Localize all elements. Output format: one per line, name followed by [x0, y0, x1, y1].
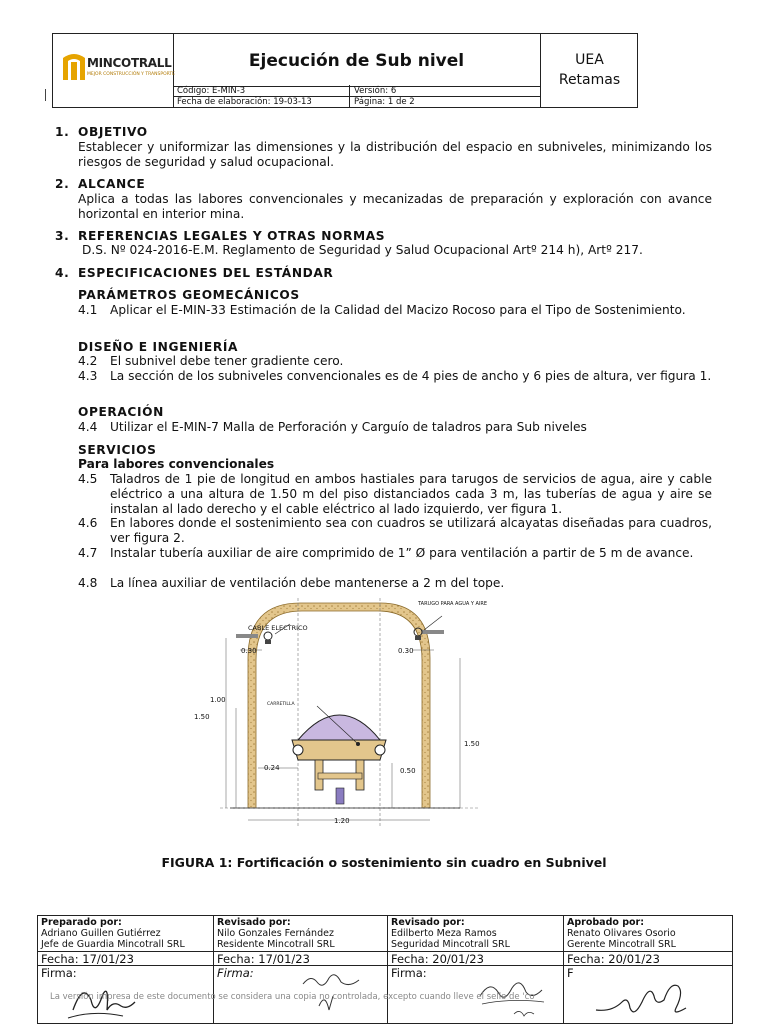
- carretilla-bowl: [298, 715, 380, 740]
- signature-2-icon: [299, 966, 369, 1016]
- figure-1-caption: FIGURA 1: Fortificación o sostenimiento sin cuadro en Subnivel: [161, 855, 607, 870]
- section-4-number: 4.: [55, 266, 70, 280]
- sig-position: Residente Mincotrall SRL: [217, 939, 335, 950]
- logo-name: MINCOTRALL: [87, 56, 172, 70]
- item-4-1-number: 4.1: [78, 303, 98, 317]
- signature-col-approved: [564, 916, 732, 1023]
- sig-role: Revisado por:: [217, 917, 291, 928]
- figure-1-tunnel-diagram: [180, 598, 540, 828]
- sig-firma-label: Firma:: [217, 966, 254, 980]
- sig-date: Fecha: 20/01/23: [567, 952, 660, 966]
- dim-0-50: 0.50: [400, 767, 416, 775]
- item-4-8-text: La línea auxiliar de ventilación debe mantenerse a 2 m del tope.: [110, 576, 505, 590]
- meta-row-2: [173, 97, 540, 107]
- signature-col-reviewed-1: [214, 916, 388, 1023]
- section-2-text: Aplica a todas las labores convencionales y mecanizadas de preparación y exploración con avance horizontal en interior mina.: [78, 192, 712, 221]
- item-4-7-text: Instalar tubería auxiliar de aire comprimido de 1” Ø para ventilación a partir de 5 m de avance.: [110, 546, 694, 560]
- subheading-convencionales: Para labores convencionales: [78, 457, 275, 471]
- uncontrolled-copy-notice: La versión impresa de este documento se considera una copia no controlada, excepto cuando lleve el sello de 'co: [50, 992, 535, 1002]
- section-4-title: ESPECIFICACIONES DEL ESTÁNDAR: [78, 266, 334, 280]
- dim-0-30-right: 0.30: [398, 647, 414, 655]
- document-title: Ejecución de Sub nivel: [173, 34, 540, 87]
- document-header: [52, 33, 638, 108]
- item-4-1-text: Aplicar el E-MIN-33 Estimación de la Calidad del Macizo Rocoso para el Tipo de Sostenimiento.: [110, 303, 686, 317]
- sig-firma-label: Firma:: [41, 966, 77, 980]
- section-3-title: REFERENCIAS LEGALES Y OTRAS NORMAS: [78, 229, 386, 243]
- pagina: Página: 1 de 2: [354, 97, 415, 107]
- logo-cell: [53, 34, 174, 107]
- section-3-number: 3.: [55, 229, 70, 243]
- sig-firma-label: Firma:: [391, 966, 427, 980]
- item-4-8-number: 4.8: [78, 576, 98, 590]
- mincotrall-logo-icon: [61, 52, 87, 82]
- fecha-elaboracion: Fecha de elaboración: 19-03-13: [177, 97, 312, 107]
- dim-1-00: 1.00: [210, 696, 226, 704]
- sig-name: Adriano Guillen Gutiérrez: [41, 928, 161, 939]
- section-2-number: 2.: [55, 177, 70, 191]
- item-4-4-text: Utilizar el E-MIN-7 Malla de Perforación y Carguío de taladros para Sub niveles: [110, 420, 587, 434]
- item-4-3-text: La sección de los subniveles convencionales es de 4 pies de ancho y 6 pies de altura, ver figura 1.: [110, 369, 712, 383]
- section-3-text: D.S. Nº 024-2016-E.M. Reglamento de Seguridad y Salud Ocupacional Artº 214 h), Artº 217.: [82, 243, 643, 257]
- signature-table: [37, 915, 733, 1024]
- item-4-2-text: El subnivel debe tener gradiente cero.: [110, 354, 344, 368]
- section-2-title: ALCANCE: [78, 177, 146, 191]
- dim-1-20: 1.20: [334, 817, 350, 825]
- dim-1-50-right: 1.50: [464, 740, 480, 748]
- dim-0-30-left: 0.30: [241, 647, 257, 655]
- dim-0-24: 0.24: [264, 764, 280, 772]
- item-4-7-number: 4.7: [78, 546, 98, 560]
- sig-date: Fecha: 17/01/23: [41, 952, 134, 966]
- sig-name: Renato Olivares Osorio: [567, 928, 676, 939]
- signature-4-icon: [594, 972, 704, 1022]
- sig-name: Edilberto Meza Ramos: [391, 928, 497, 939]
- sig-date: Fecha: 17/01/23: [217, 952, 310, 966]
- item-4-3-number: 4.3: [78, 369, 98, 383]
- version: Versión: 6: [354, 86, 397, 96]
- item-4-4-number: 4.4: [78, 420, 98, 434]
- sig-firma-label: F: [567, 966, 574, 980]
- label-cable-electrico: CABLE ELECTRICO: [248, 624, 308, 632]
- item-4-6-text: En labores donde el sostenimiento sea con cuadros se utilizará alcayatas diseñadas para cuadros, ver figura 2.: [110, 516, 712, 545]
- section-1-number: 1.: [55, 125, 70, 139]
- label-tarugo: TARUGO PARA AGUA Y AIRE: [418, 601, 488, 607]
- subheading-operacion: OPERACIÓN: [78, 405, 164, 419]
- signature-col-prepared: [38, 916, 214, 1023]
- uea-cell: [540, 34, 638, 107]
- section-1-title: OBJETIVO: [78, 125, 148, 139]
- sig-role: Preparado por:: [41, 917, 122, 928]
- item-4-2-number: 4.2: [78, 354, 98, 368]
- logo-tagline: MEJOR CONSTRUCCIÓN Y TRANSPORTE: [87, 72, 175, 77]
- subheading-geomecanicos: PARÁMETROS GEOMECÁNICOS: [78, 288, 300, 302]
- sig-position: Seguridad Mincotrall SRL: [391, 939, 510, 950]
- sig-role: Revisado por:: [391, 917, 465, 928]
- sig-name: Nilo Gonzales Fernández: [217, 928, 334, 939]
- sig-role: Aprobado por:: [567, 917, 645, 928]
- subheading-diseno: DISEÑO E INGENIERÍA: [78, 340, 239, 354]
- item-4-5-text: Taladros de 1 pie de longitud en ambos hastiales para tarugos de servicios de agua, aire y cable eléctrico a una altura de 1.50 m del piso distanciados cada 3 m, las tuberías de agua y aire se instalan al lado derecho y el cable eléctrico al lado izquierdo, ver figura 1.: [110, 472, 712, 516]
- subheading-servicios: SERVICIOS: [78, 443, 157, 457]
- dim-1-50-left: 1.50: [194, 713, 210, 721]
- item-4-6-number: 4.6: [78, 516, 98, 530]
- sig-position: Gerente Mincotrall SRL: [567, 939, 676, 950]
- meta-row-1: [173, 86, 540, 97]
- label-carretilla: CARRETILLA: [267, 702, 295, 707]
- margin-mark: [45, 89, 46, 101]
- item-4-5-number: 4.5: [78, 472, 98, 486]
- uea-name: Retamas: [558, 72, 621, 88]
- signature-col-reviewed-2: [388, 916, 564, 1023]
- sig-position: Jefe de Guardia Mincotrall SRL: [41, 939, 185, 950]
- codigo: Código: E-MIN-3: [177, 86, 246, 96]
- uea-label: UEA: [575, 52, 604, 68]
- section-1-text: Establecer y uniformizar las dimensiones y la distribución del espacio en subniveles, minimizando los riesgos de seguridad y salud ocupacional.: [78, 140, 712, 169]
- sig-date: Fecha: 20/01/23: [391, 952, 484, 966]
